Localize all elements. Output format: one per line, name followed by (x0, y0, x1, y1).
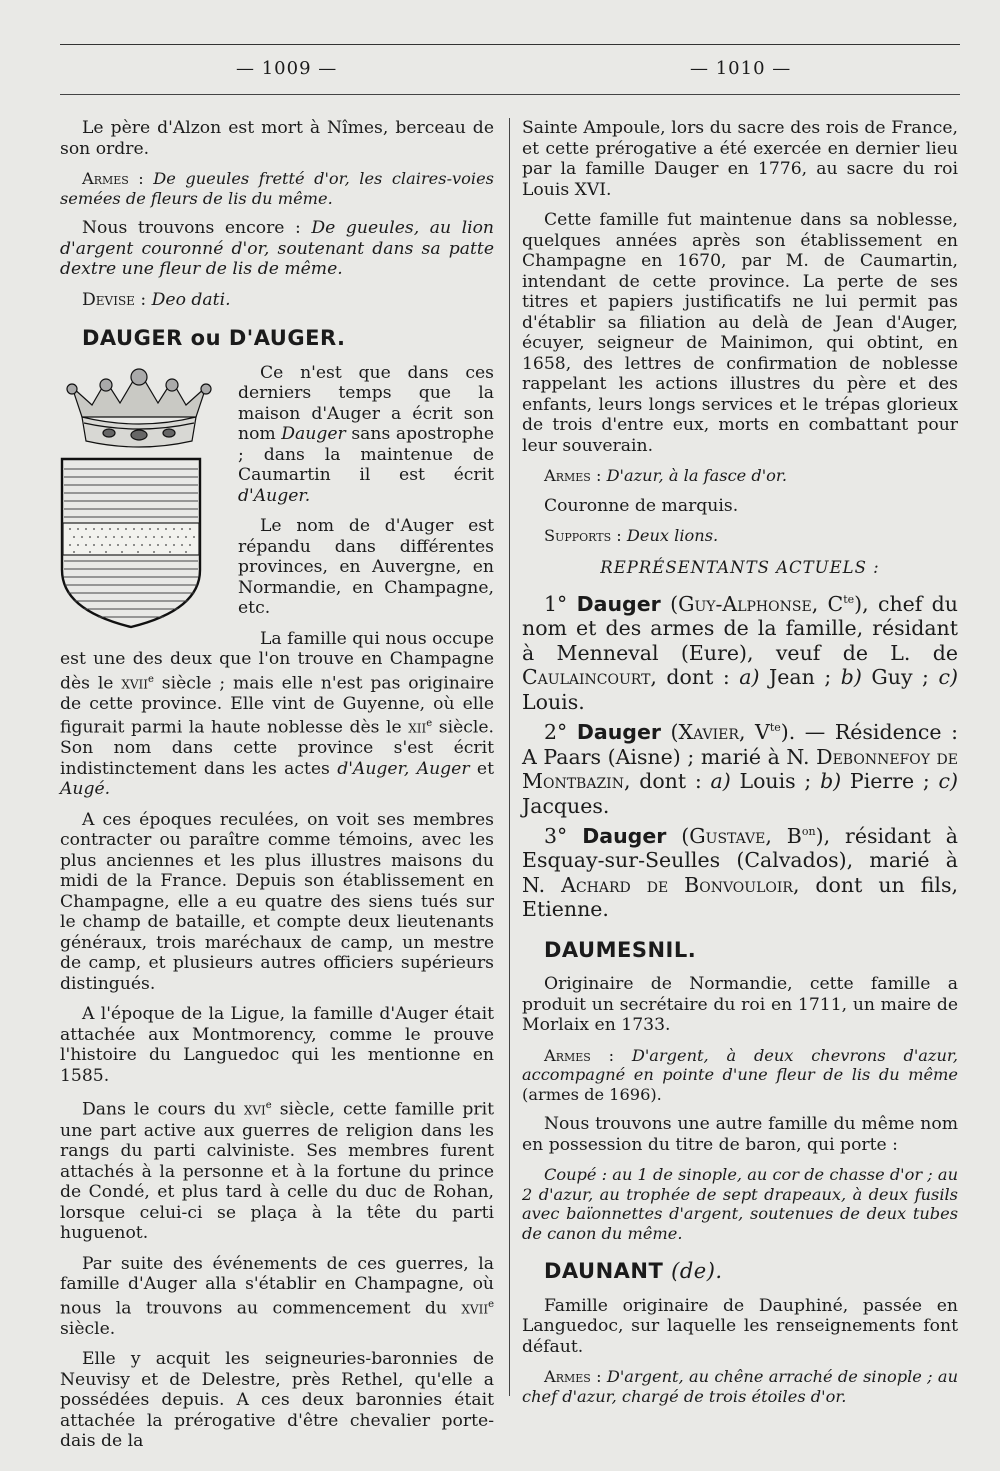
crown-line: Couronne de marquis. (544, 495, 739, 516)
paragraph: La famille qui nous occupe est une des deux que l'on trouve en Champagne dès le xvii$^e$ siècle ; mais elle n'est pas originaire de cette province. Elle vint de Guyenne, où elle figurait parmi la haute noblesse dès le xii$^e$ siècle. Son nom dans cette province s'est écrit indistinctement dans les actes d'Auger, Auger et Augé. (60, 628, 494, 800)
representatives-heading: REPRÉSENTANTS ACTUELS : (600, 557, 880, 577)
entry-heading: DAUGER ou D'AUGER. (82, 326, 346, 350)
arms-paragraph: Armes : D'argent, au chêne arraché de sinople ; au chef d'azur, chargé de trois étoiles d'or. (522, 1367, 958, 1406)
left-page-number: — 1009 — (236, 58, 338, 79)
paragraph: Nous trouvons encore : De gueules, au lion d'argent couronné d'or, soutenant dans sa patte dextre une fleur de lis de même. (60, 218, 494, 279)
paragraph: Le nom de d'Auger est répandu dans différentes provinces, en Auvergne, en Normandie, en Champagne, etc. (238, 516, 494, 618)
column-divider (509, 118, 510, 1396)
paragraph: Sainte Ampoule, lors du sacre des rois de France, et cette prérogative a été exercée en dernier lieu par la famille Dauger en 1776, au sacre du roi Louis XVI. (522, 118, 958, 200)
right-page-number: — 1010 — (690, 58, 792, 79)
supports-line: Supports : Deux lions. (544, 526, 719, 545)
paragraph: Cette famille fut maintenue dans sa noblesse, quelques années après son établissement en Champagne en 1670, par M. de Caumartin, intendant de cette province. La perte de ses titres et papiers justificatifs ne lui permit pas d'établir sa filiation au delà de Jean d'Auger, écuyer, seigneur de Mainimon, qui obtint, en 1658, des lettres de confirmation de noblesse rappelant les actions illustres du père et des enfants, leurs longs services et le trépas glorieux de trois d'entre eux, morts en combattant pour leur souverain. (522, 210, 958, 456)
paragraph: Nous trouvons une autre famille du même nom en possession du titre de baron, qui porte : (522, 1114, 958, 1155)
arms-paragraph: Armes : De gueules fretté d'or, les claires-voies semées de fleurs de lis du même. (60, 169, 494, 208)
arms-paragraph: Armes : D'argent, à deux chevrons d'azur, accompagné en pointe d'une fleur de lis du même (armes de 1696). (522, 1045, 958, 1104)
motto-paragraph: Devise : Deo dati. (82, 289, 231, 310)
entry-heading: DAUNANT (de). (544, 1259, 723, 1284)
paragraph: Par suite des événements de ces guerres, la famille d'Auger alla s'établir en Champagne, où nous la trouvons au commencement du xvii$^e$ siècle. (60, 1253, 494, 1339)
coat-of-arms-image (54, 365, 224, 635)
representative-entry: 2° Dauger (Xavier, $V^{te}$). — Résidence : A Paars (Aisne) ; marié à N. Debonnefoy de Montbazin, dont : a) Louis ; b) Pierre ; c) Jacques. (522, 720, 958, 818)
arms-paragraph: Coupé : au 1 de sinople, au cor de chasse d'or ; au 2 d'azur, au trophée de sept drapeaux, à deux fusils avec baïonnettes d'argent, soutenues de deux tubes de canon du même. (522, 1165, 958, 1243)
representative-entry: 1° Dauger (Guy-Alphonse, $C^{te}$), chef du nom et des armes de la famille, résidant à Menneval (Eure), veuf de L. de Caulaincourt, dont : a) Jean ; b) Guy ; c) Louis. (522, 591, 958, 714)
paragraph: Originaire de Normandie, cette famille a produit un secrétaire du roi en 1711, un maire de Morlaix en 1733. (522, 974, 958, 1036)
paragraph: A ces époques reculées, on voit ses membres contracter ou paraître comme témoins, avec les plus anciennes et les plus illustres maisons du midi de la France. Depuis son établissement en Champagne, elle a eu quatre des siens tués sur le champ de bataille, et compte deux lieutenants généraux, trois maréchaux de camp, un mestre de camp, et plusieurs autres officiers supérieurs distingués. (60, 809, 494, 994)
header-rule (60, 94, 960, 95)
right-column (522, 118, 958, 1416)
paragraph: Le père d'Alzon est mort à Nîmes, berceau de son ordre. (60, 118, 494, 159)
paragraph: Dans le cours du xvi$^e$ siècle, cette famille prit une part active aux guerres de religion dans les rangs du parti calviniste. Ses membres furent attachés à la personne et à la fortune du prince de Condé, et plus tard à celle du duc de Rohan, lorsque celui-ci se plaça à la tête du parti huguenot. (60, 1100, 495, 1244)
paragraph: Elle y acquit les seigneuries-baronnies de Neuvisy et de Delestre, près Rethel, qu'elle a possédées depuis. A ces deux baronnies était attachée la prérogative d'être chevalier porte-dais de la (60, 1349, 494, 1452)
paragraph: A l'époque de la Ligue, la famille d'Auger était attachée aux Montmorency, comme le prouve l'histoire du Languedoc qui les mentionne en 1585. (60, 1004, 494, 1086)
paragraph: Ce n'est que dans ces derniers temps que la maison d'Auger a écrit son nom Dauger sans apostrophe ; dans la maintenue de Caumartin il est écrit d'Auger. (238, 362, 494, 506)
arms-paragraph: Armes : D'azur, à la fasce d'or. (544, 466, 788, 485)
left-column (60, 118, 494, 1462)
top-rule (60, 44, 960, 45)
representative-entry: 3° Dauger (Gustave, $B^{on}$), résidant à Esquay-sur-Seulles (Calvados), marié à N. Achard de Bonvouloir, dont un fils, Etienne. (522, 823, 958, 922)
entry-heading: DAUMESNIL. (544, 937, 697, 962)
paragraph: Famille originaire de Dauphiné, passée en Languedoc, sur laquelle les renseignements font défaut. (522, 1295, 958, 1357)
